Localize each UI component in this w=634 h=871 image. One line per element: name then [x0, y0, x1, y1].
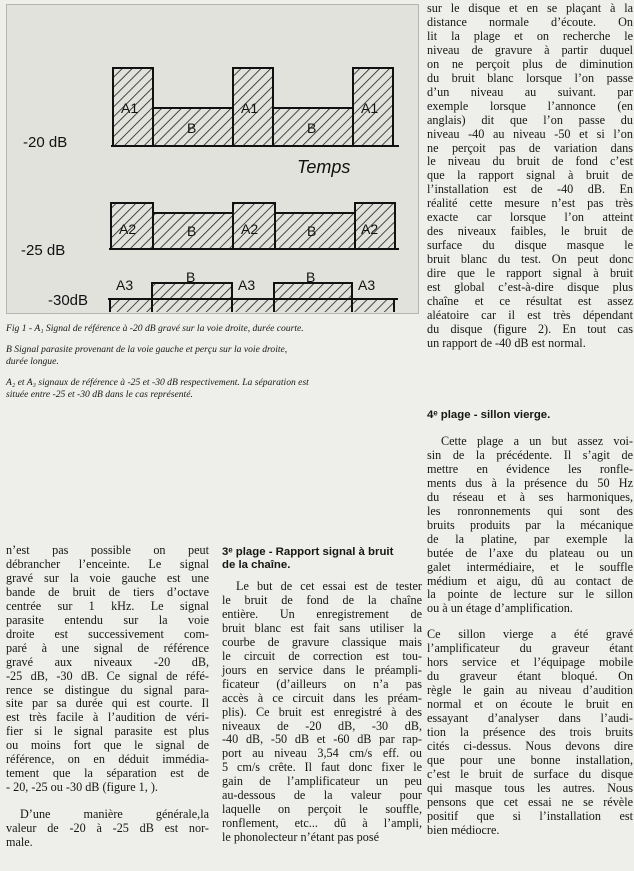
section-heading-3: 3ᵉ plage - Rapport signal à bruit — [222, 546, 394, 558]
section-3-body — [222, 580, 422, 845]
b-label: B — [187, 120, 197, 136]
text-line: règle le gain au niveau d’audition — [427, 683, 633, 698]
text-line: au-dessous de la valeur pour — [222, 788, 422, 803]
caption-line-2a: B Signal parasite provenant de la voie gauche et perçu sur la voie droite, — [6, 344, 288, 355]
text-line: -25 dB, -30 dB. Ce signal de réfé- — [6, 668, 209, 683]
a2-label: A2 — [119, 221, 137, 237]
text-line: male. — [6, 835, 33, 850]
text-line: gain de l’amplificateur un peu — [222, 774, 422, 789]
text-line: bien médiocre. — [427, 822, 500, 837]
column-1 — [6, 544, 209, 850]
a3-bar — [232, 299, 274, 312]
text-line: bande de bruit de tiers d’octave — [6, 584, 209, 599]
text-line: courbe de gravure classique mais — [222, 634, 422, 649]
text-line: ments dus à la présence du 50 Hz — [427, 475, 633, 490]
section-heading-3-cont: de la chaîne. — [222, 559, 291, 571]
caption-line-3a: A₂ et A₃ signaux de référence à -25 et -30 dB respectivement. La séparation est — [6, 377, 309, 388]
text-line: qui masque tous les autres. Nous — [427, 780, 633, 795]
text-line: dire que le rapport signal à bruit — [427, 266, 633, 281]
a3-bar — [110, 299, 152, 312]
section-4-paragraph-2 — [427, 628, 633, 837]
text-line: fier si le signal parasite est plus — [6, 724, 209, 739]
text-line: les ronronnements qui sont des — [427, 503, 633, 518]
text-line: bruits produits par la mécanique — [427, 517, 633, 532]
text-line: niveau -40 au niveau -50 et si l’on — [427, 126, 633, 141]
text-line: galet intermédiaire, et le souffle — [427, 559, 633, 574]
text-line: exemple lorsque l’annonce (en — [427, 98, 633, 113]
b-label: B — [307, 120, 317, 136]
text-line: l’amplificateur du graveur étant — [427, 641, 633, 656]
text-line: niveau de gravure à partir duquel — [427, 42, 633, 57]
text-line: paré à une signal de référence — [6, 640, 209, 655]
text-line: du réseau et à ses harmoniques, — [427, 489, 633, 504]
text-line: entière. Un enregistrement de — [222, 606, 422, 621]
text-line: jours en service dans le préampli- — [222, 662, 422, 677]
time-axis-label: Temps — [297, 157, 351, 177]
text-line: l’installation est de -40 dB. En — [427, 182, 633, 197]
b-label: B — [307, 223, 317, 239]
text-line: des niveaux faibles, le bruit de — [427, 224, 633, 239]
text-line: tion la présence des trois bruits — [427, 725, 633, 740]
column-3-section-4 — [427, 409, 633, 838]
text-line: du bruit blanc lorsque l’on passe — [427, 70, 633, 85]
text-line: ficateur (d’ailleurs on n’a pas — [222, 676, 422, 691]
text-line: Cette plage a un but assez voi- — [441, 434, 633, 448]
text-line: D’une manière générale,la — [20, 807, 209, 822]
level-label-25: -25 dB — [21, 242, 66, 259]
figure-1-third-row — [6, 4, 417, 312]
text-line: centrée sur 1 kHz. Le signal — [6, 598, 209, 613]
text-line: sin de la précédente. Il s’agit de — [427, 447, 633, 462]
text-line: ronflement, etc... dû à l’ampli, — [222, 816, 422, 831]
text-line: réalité cette mesure n’est pas très — [427, 196, 633, 211]
text-line: valeur de -20 à -25 dB est nor- — [6, 821, 209, 836]
text-line: pensons que cet essai ne se révèle — [427, 794, 633, 809]
text-line: niveaux de -20 dB, -30 dB, — [222, 718, 422, 733]
b-label: B — [187, 223, 197, 239]
text-line: hors service et l’équipage mobile — [427, 655, 633, 670]
text-line: bruit blanc du test. On peut donc — [427, 252, 633, 267]
text-line: ne perçoit pas de variation dans — [427, 140, 633, 155]
section-4-paragraph-1 — [427, 435, 633, 616]
text-line: chaîne et ce résultat est assez — [427, 294, 633, 309]
text-line: exacte car lorsque l’on atteint — [427, 210, 633, 225]
a1-label: A1 — [241, 100, 259, 116]
text-line: -40 dB, -50 dB et -60 dB par rap- — [222, 732, 422, 747]
text-line: accès à ce circuit dans les préam- — [222, 690, 422, 705]
section-heading-4: 4ᵉ plage - sillon vierge. — [427, 409, 551, 421]
text-line: le circuit de correction est tou- — [222, 648, 422, 663]
level-label-30: -30dB — [48, 292, 89, 309]
a1-label: A1 — [361, 100, 379, 116]
a2-label: A2 — [241, 221, 259, 237]
text-line: n’est pas possible on peut — [6, 543, 209, 557]
text-line: ou à un étage d’amplification. — [427, 601, 573, 616]
a3-label: A3 — [238, 277, 256, 293]
level-label-20: -20 dB — [23, 134, 68, 151]
text-line: mettre en évidence les ronfle- — [427, 461, 633, 476]
b-label: B — [306, 269, 316, 285]
text-line: de la platine, par exemple la — [427, 531, 633, 546]
text-line: le phonolecteur n’étant pas posé — [222, 830, 380, 845]
text-line: positif que si l’installation est — [427, 808, 633, 823]
text-line: surface du disque masque le — [427, 238, 633, 253]
text-line: est global c’est-à-dire disque plus — [427, 280, 633, 295]
text-line: butée de l’axe du plateau ou un — [427, 545, 633, 560]
text-line: médium et aigu, dû au contact de — [427, 573, 633, 588]
text-line: du disque (figure 2). En tout cas — [427, 321, 633, 336]
b-bar — [152, 283, 232, 312]
text-line: aléatoire car il est très dépendant — [427, 307, 633, 322]
text-line: anglais) dit que l’on passe du — [427, 112, 633, 127]
text-line: ou moins fort que le signal de — [6, 738, 209, 753]
text-line: bruit blanc est fait sans utiliser la — [222, 620, 422, 635]
text-line: le bruit de fond de la chaîne — [222, 592, 422, 607]
caption-line-3b: située entre -25 et -30 dB dans le cas représenté. — [6, 389, 193, 400]
a1-label: A1 — [121, 100, 139, 116]
text-line: Ce sillon vierge a été gravé — [427, 627, 633, 642]
text-line: le niveau du bruit de fond c’est — [427, 154, 633, 169]
text-line: la pointe de lecture sur le sillon — [427, 587, 633, 602]
b-label: B — [186, 269, 196, 285]
text-line: normal et on écoute le bruit en — [427, 697, 633, 712]
text-line: lit la plage et on recherche le — [427, 28, 633, 43]
text-line: d’un niveau au suivant. par — [427, 84, 633, 99]
text-line: c’est le bruit de surface du disque — [427, 766, 633, 781]
text-line: un rapport de -40 dB est normal. — [427, 335, 586, 350]
column-2 — [222, 546, 422, 845]
caption-line-1: Fig 1 - A₁ Signal de référence à -20 dB gravé sur la voie droite, durée courte. — [6, 323, 304, 334]
text-line: du graveur étant bloqué. On — [427, 669, 633, 684]
text-line: Le but de cet essai est de tester — [236, 579, 422, 593]
a3-label: A3 — [116, 277, 134, 293]
text-line: parasite entendu sur la voie — [6, 612, 209, 627]
text-line: on ne perçoit plus de diminution — [427, 56, 633, 71]
a2-label: A2 — [361, 221, 379, 237]
caption-line-2b: durée longue. — [6, 356, 59, 367]
column-3-top-paragraph — [427, 2, 633, 351]
text-line: est très facile à l’audition de véri- — [6, 710, 209, 725]
text-line: débrancher l’enceinte. Le signal — [6, 556, 209, 571]
text-line: droite est successivement com- — [6, 626, 209, 641]
text-line: - 20, -25 ou -30 dB (figure 1, ). — [6, 780, 158, 795]
text-line: gravé aux niveaux -20 dB, — [6, 654, 209, 669]
b-bar — [274, 283, 352, 312]
text-line: distance normale d’écoute. On — [427, 14, 633, 29]
text-line: que pour une bonne installation, — [427, 752, 633, 767]
text-line: sur le disque et en se plaçant à la — [427, 1, 633, 15]
text-line: rence se distingue du signal para- — [6, 682, 209, 697]
text-line: tement que la séparation est de — [6, 766, 209, 781]
column-3 — [427, 2, 633, 351]
text-line: site par sa durée qui est courte. Il — [6, 696, 209, 711]
text-line: gravé sur la voie gauche est une — [6, 570, 209, 585]
a3-bar — [352, 299, 394, 312]
a3-label: A3 — [358, 277, 376, 293]
text-line: essayant d’analyser dans l’audi- — [427, 711, 633, 726]
text-line: port au niveau 3,54 cm/s eff. ou — [222, 746, 422, 761]
text-line: plis). Ce bruit est enregistré à des — [222, 704, 422, 719]
text-line: 5 cm/s crête. Il faut donc fixer le — [222, 760, 422, 775]
text-line: cités ci-dessus. Nous devons dire — [427, 739, 633, 754]
text-line: référence, on en déduit immédia- — [6, 752, 209, 767]
text-line: que la rapport signal à bruit de — [427, 168, 633, 183]
text-line: laquelle on perçoit le souffle, — [222, 802, 422, 817]
